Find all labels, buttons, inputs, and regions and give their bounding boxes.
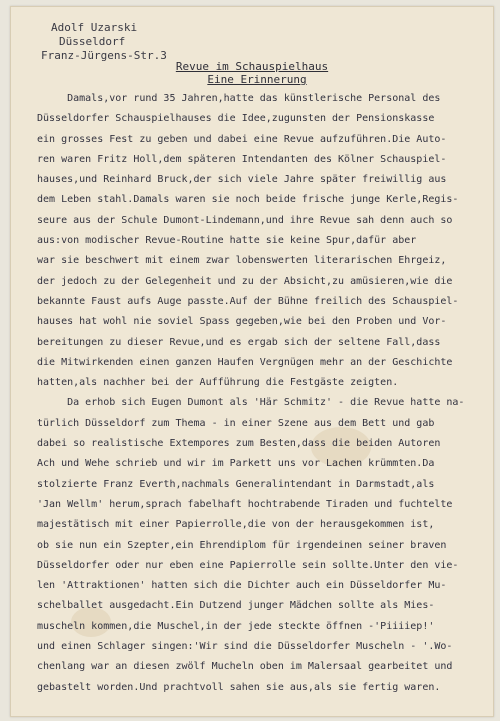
text-line: len 'Attraktionen' hatten sich die Dichter auch ein Düsseldorfer Mu-	[37, 580, 447, 592]
title-subheading: Eine Erinnerung	[207, 73, 307, 86]
text-line: Da erhob sich Eugen Dumont als 'Här Schmitz' - die Revue hatte na-	[37, 397, 465, 409]
document-title	[11, 60, 493, 86]
text-line: Damals,vor rund 35 Jahren,hatte das künstlerische Personal des	[37, 93, 441, 104]
text-line: ein grosses Fest zu geben und dabei eine Revue aufzuführen.Die Auto-	[37, 133, 447, 145]
text-line: majestätisch mit einer Papierrolle,die von der herausgekommen ist,	[37, 519, 435, 531]
text-line: Düsseldorfer oder nur eben eine Papierrolle sein sollte.Unter den vie-	[37, 559, 459, 571]
text-line: bereitungen zu dieser Revue,und es ergab sich der seltene Fall,dass	[37, 336, 441, 348]
text-line: hauses hat wohl nie soviel Spass gegeben,wie bei den Proben und Vor-	[37, 316, 447, 328]
text-line: aus:von modischer Revue-Routine hatte sie keine Spur,dafür aber	[37, 235, 417, 247]
sender-name: Adolf Uzarski	[51, 21, 138, 34]
text-line: ob sie nun ein Szepter,ein Ehrendiplom für irgendeinen seiner braven	[37, 539, 447, 551]
title-heading: Revue im Schauspielhaus	[175, 60, 329, 73]
text-line: chenlang war an diesen zwölf Mucheln oben im Malersaal gearbeitet und	[37, 661, 453, 673]
document-body	[37, 89, 481, 698]
text-line: stolzierte Franz Everth,nachmals Generalintendant in Darmstadt,als	[37, 478, 435, 490]
sender-city: Düsseldorf	[59, 35, 126, 48]
text-line: 'Jan Wellm' herum,sprach fabelhaft hochtrabende Tiraden und fuchtelte	[37, 498, 453, 510]
text-line: seure aus der Schule Dumont-Lindemann,und ihre Revue sah denn auch so	[37, 214, 453, 226]
text-line: bekannte Faust aufs Auge passte.Auf der Bühne freilich des Schauspiel-	[37, 295, 459, 307]
text-line: schelballet ausgedacht.Ein Dutzend junger Mädchen sollte als Mies-	[37, 600, 435, 612]
text-line: dabei so realistische Extempores zum Besten,dass die beiden Autoren	[37, 438, 441, 450]
text-line: dem Leben stahl.Damals waren sie noch beide frische junge Kerle,Regis-	[37, 194, 459, 206]
sender-address	[41, 21, 167, 63]
text-line: türlich Düsseldorf zum Thema - in einer Szene aus dem Bett und gab	[37, 417, 435, 429]
text-line: gebastelt worden.Und prachtvoll sahen sie aus,als sie fertig waren.	[37, 681, 441, 693]
text-line: ren waren Fritz Holl,dem späteren Intendanten des Kölner Schauspiel-	[37, 153, 447, 165]
text-line: hatten,als nachher bei der Aufführung die Festgäste zeigten.	[37, 377, 399, 389]
text-line: die Mitwirkenden einen ganzen Haufen Vergnügen mehr an der Geschichte	[37, 356, 453, 368]
text-line: Ach und Wehe schrieb und wir im Parkett uns vor Lachen krümmten.Da	[37, 458, 435, 470]
text-line: der jedoch zu der Gelegenheit und zu der Absicht,zu amüsieren,wie die	[37, 275, 453, 287]
text-line: hauses,und Reinhard Bruck,der sich viele Jahre später freiwillig aus	[37, 174, 447, 186]
text-line: muscheln kommen,die Muschel,in der jede steckte öffnen -'Piiiiep!'	[37, 620, 435, 632]
sender-street: Franz-Jürgens-Str.3	[41, 49, 167, 62]
text-line: Düsseldorfer Schauspielhauses die Idee,zugunsten der Pensionskasse	[37, 113, 435, 125]
text-line: und einen Schlager singen:'Wir sind die Düsseldorfer Muscheln - '.Wo-	[37, 641, 453, 653]
text-line: war sie beschwert mit einem zwar lobenswerten literarischen Ehrgeiz,	[37, 255, 447, 267]
typewritten-page	[10, 6, 494, 717]
